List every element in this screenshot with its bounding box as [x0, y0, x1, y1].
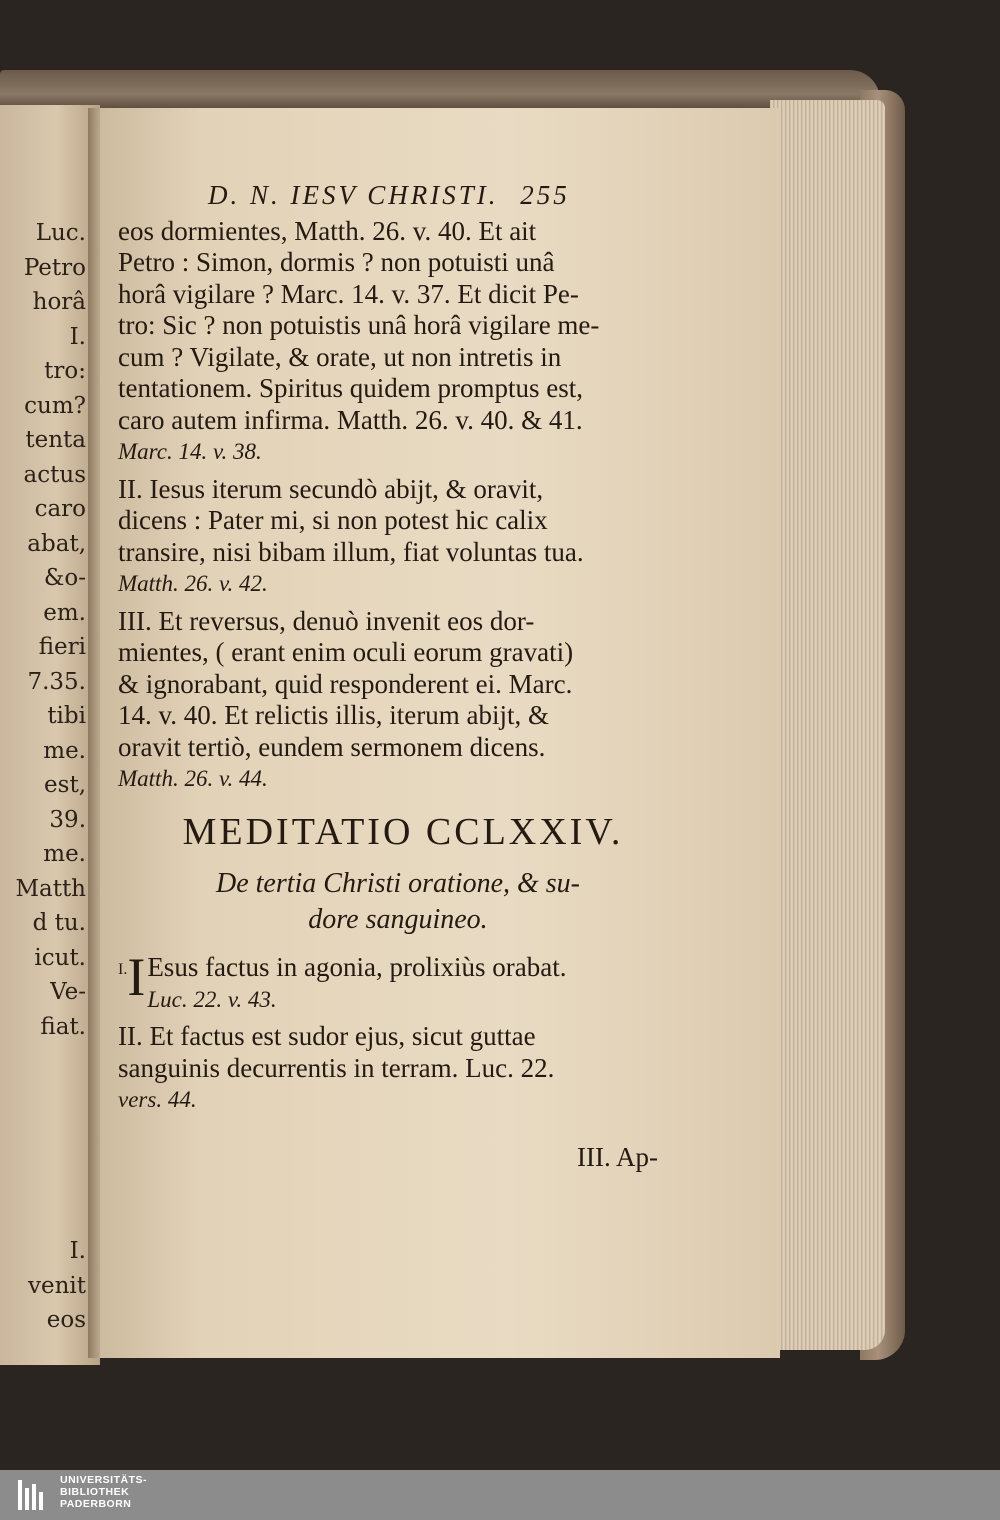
- meditation-heading: MEDITATIO CCLXXIV.: [182, 810, 624, 853]
- right-page-text: [118, 180, 678, 1173]
- text-line: Matth. 26. v. 42.: [118, 571, 268, 596]
- text-line: Marc. 14. v. 38.: [118, 439, 262, 464]
- footer-bar: [0, 1470, 1000, 1520]
- left-page-fragment: caro: [34, 496, 86, 522]
- text-line: vers. 44.: [118, 1087, 197, 1112]
- running-head-title: D. N. IESV CHRISTI.: [208, 180, 499, 210]
- text-line: oravit tertiò, eundem sermonem dicens.: [118, 731, 546, 762]
- drop-cap: I: [127, 952, 146, 1007]
- text-line: Luc. 22. v. 43.: [147, 986, 277, 1012]
- text-line: sanguinis decurrentis in terram. Luc. 22.: [118, 1052, 555, 1083]
- left-page: [0, 105, 100, 1365]
- text-line: dicens : Pater mi, si non potest hic calix: [118, 505, 548, 535]
- text-line: II. Et factus est sudor ejus, sicut guttae: [118, 1021, 536, 1051]
- text-line: & ignorabant, quid responderent ei. Marc.: [118, 668, 573, 699]
- meditation-subtitle: [118, 866, 678, 938]
- text-line: caro autem infirma. Matth. 26. v. 40. & 41.: [118, 404, 583, 435]
- library-name: [60, 1474, 147, 1510]
- paragraph-II: [118, 1021, 678, 1116]
- page-number: 255: [520, 180, 570, 210]
- text-line: II. Iesus iterum secundò abijt, & oravit,: [118, 473, 544, 504]
- book-cover-top: [0, 70, 880, 110]
- left-page-fragment: d tu.: [32, 910, 86, 936]
- paragraph-1: [118, 216, 678, 468]
- running-head: [118, 180, 678, 212]
- text-line: Petro : Simon, dormis ? non potuisti unâ: [118, 247, 555, 277]
- left-page-fragment: tenta: [25, 427, 86, 453]
- text-line: horâ vigilare ? Marc. 14. v. 37. Et dicit Pe-: [118, 278, 579, 309]
- text-line: III. Et reversus, denuò invenit eos dor-: [118, 605, 535, 636]
- library-name-line: UNIVERSITÄTS-: [60, 1474, 148, 1486]
- paragraph-3: [118, 606, 678, 795]
- left-page-fragment: cum?: [24, 392, 86, 419]
- left-page-fragment: est,: [44, 772, 86, 798]
- left-page-fragment: Luc.: [35, 220, 86, 246]
- text-line: eos dormientes, Matth. 26. v. 40. Et ait: [118, 215, 537, 246]
- left-page-fragment: icut.: [34, 944, 86, 971]
- left-page-fragment: tibi: [47, 703, 86, 729]
- text-line: Esus factus in agonia, prolixiùs orabat.: [147, 952, 567, 982]
- left-page-fragment: me.: [43, 841, 86, 867]
- subtitle-line: dore sanguineo.: [308, 904, 488, 935]
- left-page-fragment: venit: [27, 1272, 86, 1299]
- left-page-fragment: me.: [43, 737, 86, 764]
- left-page-fragment: abat,: [27, 530, 86, 557]
- library-name-line: PADERBORN: [60, 1498, 132, 1510]
- left-page-fragment: I.: [69, 1238, 86, 1264]
- left-page-fragment: Ve-: [50, 979, 86, 1005]
- catchword: III. Ap-: [577, 1141, 658, 1172]
- text-line: tentationem. Spiritus quidem promptus est,: [118, 373, 583, 403]
- left-page-fragment: tro:: [44, 358, 86, 384]
- text-line: cum ? Vigilate, & orate, ut non intretis in: [118, 341, 562, 372]
- text-line: transire, nisi bibam illum, fiat voluntas tua.: [118, 536, 584, 567]
- left-page-fragment: fiat.: [40, 1013, 86, 1040]
- left-page-fragment: fieri: [38, 634, 86, 660]
- text-line: 14. v. 40. Et relictis illis, iterum abijt, &: [118, 700, 549, 730]
- left-page-fragment: Petro: [23, 254, 86, 281]
- library-logo-icon: [18, 1480, 48, 1510]
- left-page-fragment: actus: [23, 461, 86, 488]
- left-page-fragment: I.: [69, 323, 86, 350]
- left-page-fragment: 39.: [49, 806, 86, 833]
- page-fore-edge: [770, 100, 885, 1350]
- left-page-fragment: eos: [46, 1307, 86, 1333]
- paragraph-2: [118, 474, 678, 600]
- text-line: Matth. 26. v. 44.: [118, 766, 268, 791]
- left-page-fragment: 7.35.: [27, 668, 86, 695]
- left-page-fragment: horâ: [32, 289, 86, 315]
- left-page-fragment: em.: [43, 599, 86, 626]
- subtitle-line: De tertia Christi oratione, & su-: [216, 868, 580, 899]
- text-line: tro: Sic ? non potuistis unâ horâ vigilare me-: [118, 310, 600, 340]
- left-page-fragment: &o-: [43, 565, 86, 591]
- left-page-fragment: Matth: [15, 875, 86, 902]
- paragraph-numeral: I.: [118, 961, 128, 978]
- text-line: mientes, ( erant enim oculi eorum gravati): [118, 637, 574, 667]
- library-name-line: BIBLIOTHEK: [60, 1486, 130, 1498]
- paragraph-I: [118, 952, 678, 1015]
